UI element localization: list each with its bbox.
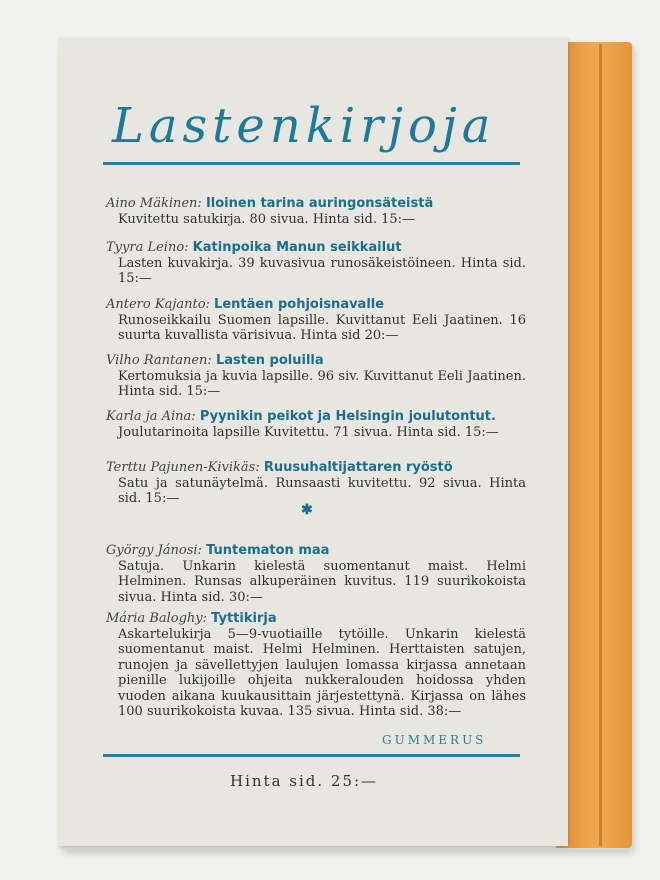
entry-book-title: Pyynikin peikot ja Helsingin joulutontut. bbox=[199, 409, 496, 424]
entry-book-title: Iloinen tarina auringonsäteistä bbox=[205, 196, 434, 211]
entry-description: Runoseikkailu Suomen lapsille. Kuvittanut Eeli Jaatinen. 16 suurta kuvallista värisivua. Hinta sid 20:— bbox=[118, 312, 526, 343]
entry-3 bbox=[106, 297, 526, 344]
publisher-name: GUMMERUS bbox=[382, 733, 487, 747]
entry-author: Tyyra Leino: bbox=[106, 240, 189, 255]
entry-description: Askartelukirja 5—9-vuotiaille tytöille. Unkarin kielestä suomentanut maist. Helmi Helminen. Herttaisten satujen, runojen ja sävellettyjen laulujen lomassa kirjassa annetaan pienille lukijoille ohjeita nukkeralouden hoidossa yhden vuoden aikana kuukausittain järjestettynä. Kirjassa on lähes 100 suurikokoista kuvaa. 135 sivua. Hinta sid. 38:— bbox=[118, 626, 526, 719]
entry-description: Joulutarinoita lapsille Kuvitettu. 71 sivua. Hinta sid. 15:— bbox=[118, 424, 499, 440]
entry-description: Satu ja satunäytelmä. Runsaasti kuvitettu. 92 sivua. Hinta sid. 15:— bbox=[118, 475, 526, 506]
entry-author: Karla ja Aina: bbox=[106, 409, 196, 424]
entry-book-title: Tuntematon maa bbox=[206, 543, 330, 558]
separator-asterisk: ✱ bbox=[301, 502, 313, 518]
entry-book-title: Lasten poluilla bbox=[215, 353, 324, 368]
entry-4 bbox=[106, 353, 526, 400]
entry-description: Kuvitettu satukirja. 80 sivua. Hinta sid. 15:— bbox=[118, 211, 416, 227]
entry-book-title: Ruusuhaltijattaren ryöstö bbox=[263, 460, 453, 475]
entry-book-title: Lentäen pohjoisnavalle bbox=[214, 297, 385, 312]
back-cover bbox=[58, 38, 568, 846]
entry-7 bbox=[106, 543, 526, 605]
entry-author: Antero Kajanto: bbox=[106, 297, 210, 312]
bottom-rule bbox=[103, 754, 520, 757]
entry-8 bbox=[106, 611, 526, 720]
entry-author: Terttu Pajunen-Kivikäs: bbox=[106, 460, 260, 475]
entry-description: Kertomuksia ja kuvia lapsille. 96 siv. Kuvittanut Eeli Jaatinen. Hinta sid. 15:— bbox=[118, 368, 526, 399]
entry-description: Lasten kuvakirja. 39 kuvasivua runosäkeistöineen. Hinta sid. 15:— bbox=[118, 255, 526, 286]
cover-title: Lastenkirjoja bbox=[112, 98, 496, 154]
entry-author: Vilho Rantanen: bbox=[106, 353, 212, 368]
entry-author: Mária Baloghy: bbox=[106, 611, 208, 626]
spine-binding-line bbox=[599, 44, 602, 846]
top-rule bbox=[103, 162, 520, 165]
entry-author: György Jánosi: bbox=[106, 543, 202, 558]
entry-book-title: Tyttikirja bbox=[211, 611, 277, 626]
entry-6 bbox=[106, 460, 526, 507]
entry-2 bbox=[106, 240, 526, 287]
entry-book-title: Katinpoika Manun seikkailut bbox=[192, 240, 402, 255]
entry-1 bbox=[106, 196, 526, 227]
cover-price: Hinta sid. 25:— bbox=[230, 772, 379, 790]
entry-5 bbox=[106, 409, 526, 440]
entry-author: Aino Mäkinen: bbox=[106, 196, 202, 211]
entry-description: Satuja. Unkarin kielestä suomentanut maist. Helmi Helminen. Runsas alkuperäinen kuvitus. 119 suurikokoista sivua. Hinta sid. 30:— bbox=[118, 558, 526, 605]
